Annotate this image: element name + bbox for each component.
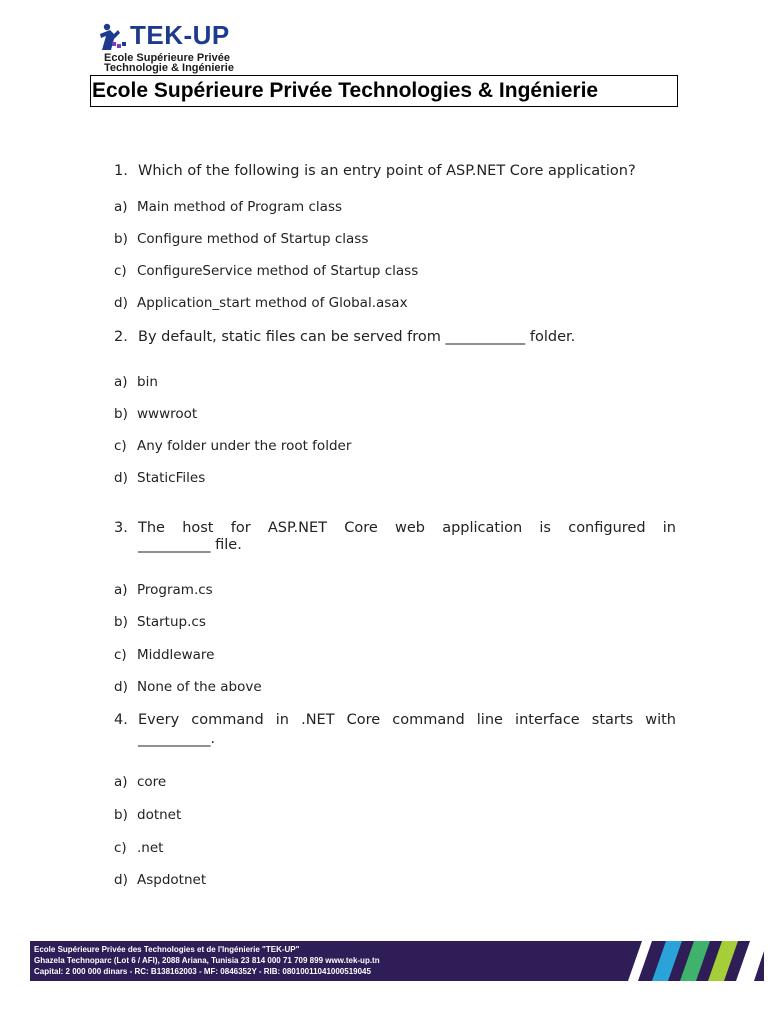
option-1b (114, 231, 368, 247)
option-text: Middleware (137, 647, 215, 663)
option-text: dotnet (137, 807, 182, 823)
option-letter: b) (114, 614, 128, 630)
option-2c (114, 438, 351, 454)
option-letter: a) (114, 374, 128, 390)
option-4a (114, 774, 166, 790)
footer-school-name: Ecole Supérieure Privée des Technologies et de l'Ingénierie "TEK-UP" (34, 945, 300, 954)
option-text: Program.cs (137, 582, 213, 598)
option-text: Configure method of Startup class (137, 231, 369, 247)
question-number: 1. (114, 163, 128, 179)
option-text: None of the above (137, 679, 262, 695)
title-box (90, 75, 678, 107)
question-text-continuation: __________. (138, 731, 216, 747)
option-3b (114, 614, 206, 630)
option-2a (114, 374, 158, 390)
option-letter: d) (114, 679, 128, 695)
option-letter: a) (114, 199, 128, 215)
option-letter: d) (114, 295, 128, 311)
tekup-logo (98, 20, 268, 74)
option-letter: d) (114, 470, 128, 486)
option-letter: d) (114, 872, 128, 888)
option-letter: c) (114, 438, 127, 454)
question-number: 3. (114, 520, 128, 536)
option-text: StaticFiles (137, 470, 206, 486)
option-2b (114, 406, 197, 422)
option-text: Aspdotnet (137, 872, 207, 888)
option-text: bin (137, 374, 158, 390)
question-1 (114, 163, 676, 180)
option-text: Application_start method of Global.asax (137, 295, 408, 311)
option-1d (114, 295, 408, 311)
logo-name: TEK-UP (130, 20, 230, 50)
option-text: ConfigureService method of Startup class (137, 263, 419, 279)
option-letter: b) (114, 231, 128, 247)
footer-stripes-icon (618, 941, 764, 981)
option-1a (114, 199, 342, 215)
question-text: Which of the following is an entry point of ASP.NET Core application? (138, 163, 636, 179)
question-text-continuation: __________ file. (138, 537, 242, 553)
logo-figure-icon (98, 22, 128, 52)
option-text: core (137, 774, 167, 790)
footer-legal-info: Capital: 2 000 000 dinars - RC: B138162003 - MF: 0846352Y - RIB: 08010011041000519045 (34, 967, 371, 976)
option-text: Startup.cs (137, 614, 206, 630)
option-letter: b) (114, 406, 128, 422)
footer-band (30, 941, 764, 981)
question-number: 2. (114, 329, 128, 345)
option-4d (114, 872, 206, 888)
option-letter: a) (114, 774, 128, 790)
option-4b (114, 807, 181, 823)
page-title: Ecole Supérieure Privée Technologies & Ingénierie (92, 79, 599, 102)
logo-subtitle-line1: Ecole Supérieure Privée (104, 52, 230, 64)
question-text: By default, static files can be served from ___________ folder. (138, 329, 576, 345)
question-4 (114, 712, 676, 746)
option-text: Main method of Program class (137, 199, 343, 215)
option-1c (114, 263, 418, 279)
logo-subtitle-line2: Technologie & Ingénierie (104, 62, 234, 74)
question-text: The host for ASP.NET Core web application is configured in (138, 520, 676, 536)
option-text: Any folder under the root folder (137, 438, 352, 454)
option-letter: c) (114, 263, 127, 279)
question-number: 4. (114, 712, 128, 728)
option-3a (114, 582, 213, 598)
option-letter: c) (114, 647, 127, 663)
option-4c (114, 840, 163, 856)
question-3 (114, 520, 676, 554)
option-text: .net (137, 840, 164, 856)
option-3c (114, 647, 214, 663)
option-letter: b) (114, 807, 128, 823)
question-text: Every command in .NET Core command line interface starts with (138, 712, 676, 728)
option-letter: a) (114, 582, 128, 598)
option-text: wwwroot (137, 406, 198, 422)
option-letter: c) (114, 840, 127, 856)
footer-address-contact: Ghazela Technoparc (Lot 6 / AFI), 2088 Ariana, Tunisia 23 814 000 71 709 899 www.tek-up.tn (34, 956, 380, 965)
question-2 (114, 329, 676, 346)
option-3d (114, 679, 262, 695)
option-2d (114, 470, 205, 486)
